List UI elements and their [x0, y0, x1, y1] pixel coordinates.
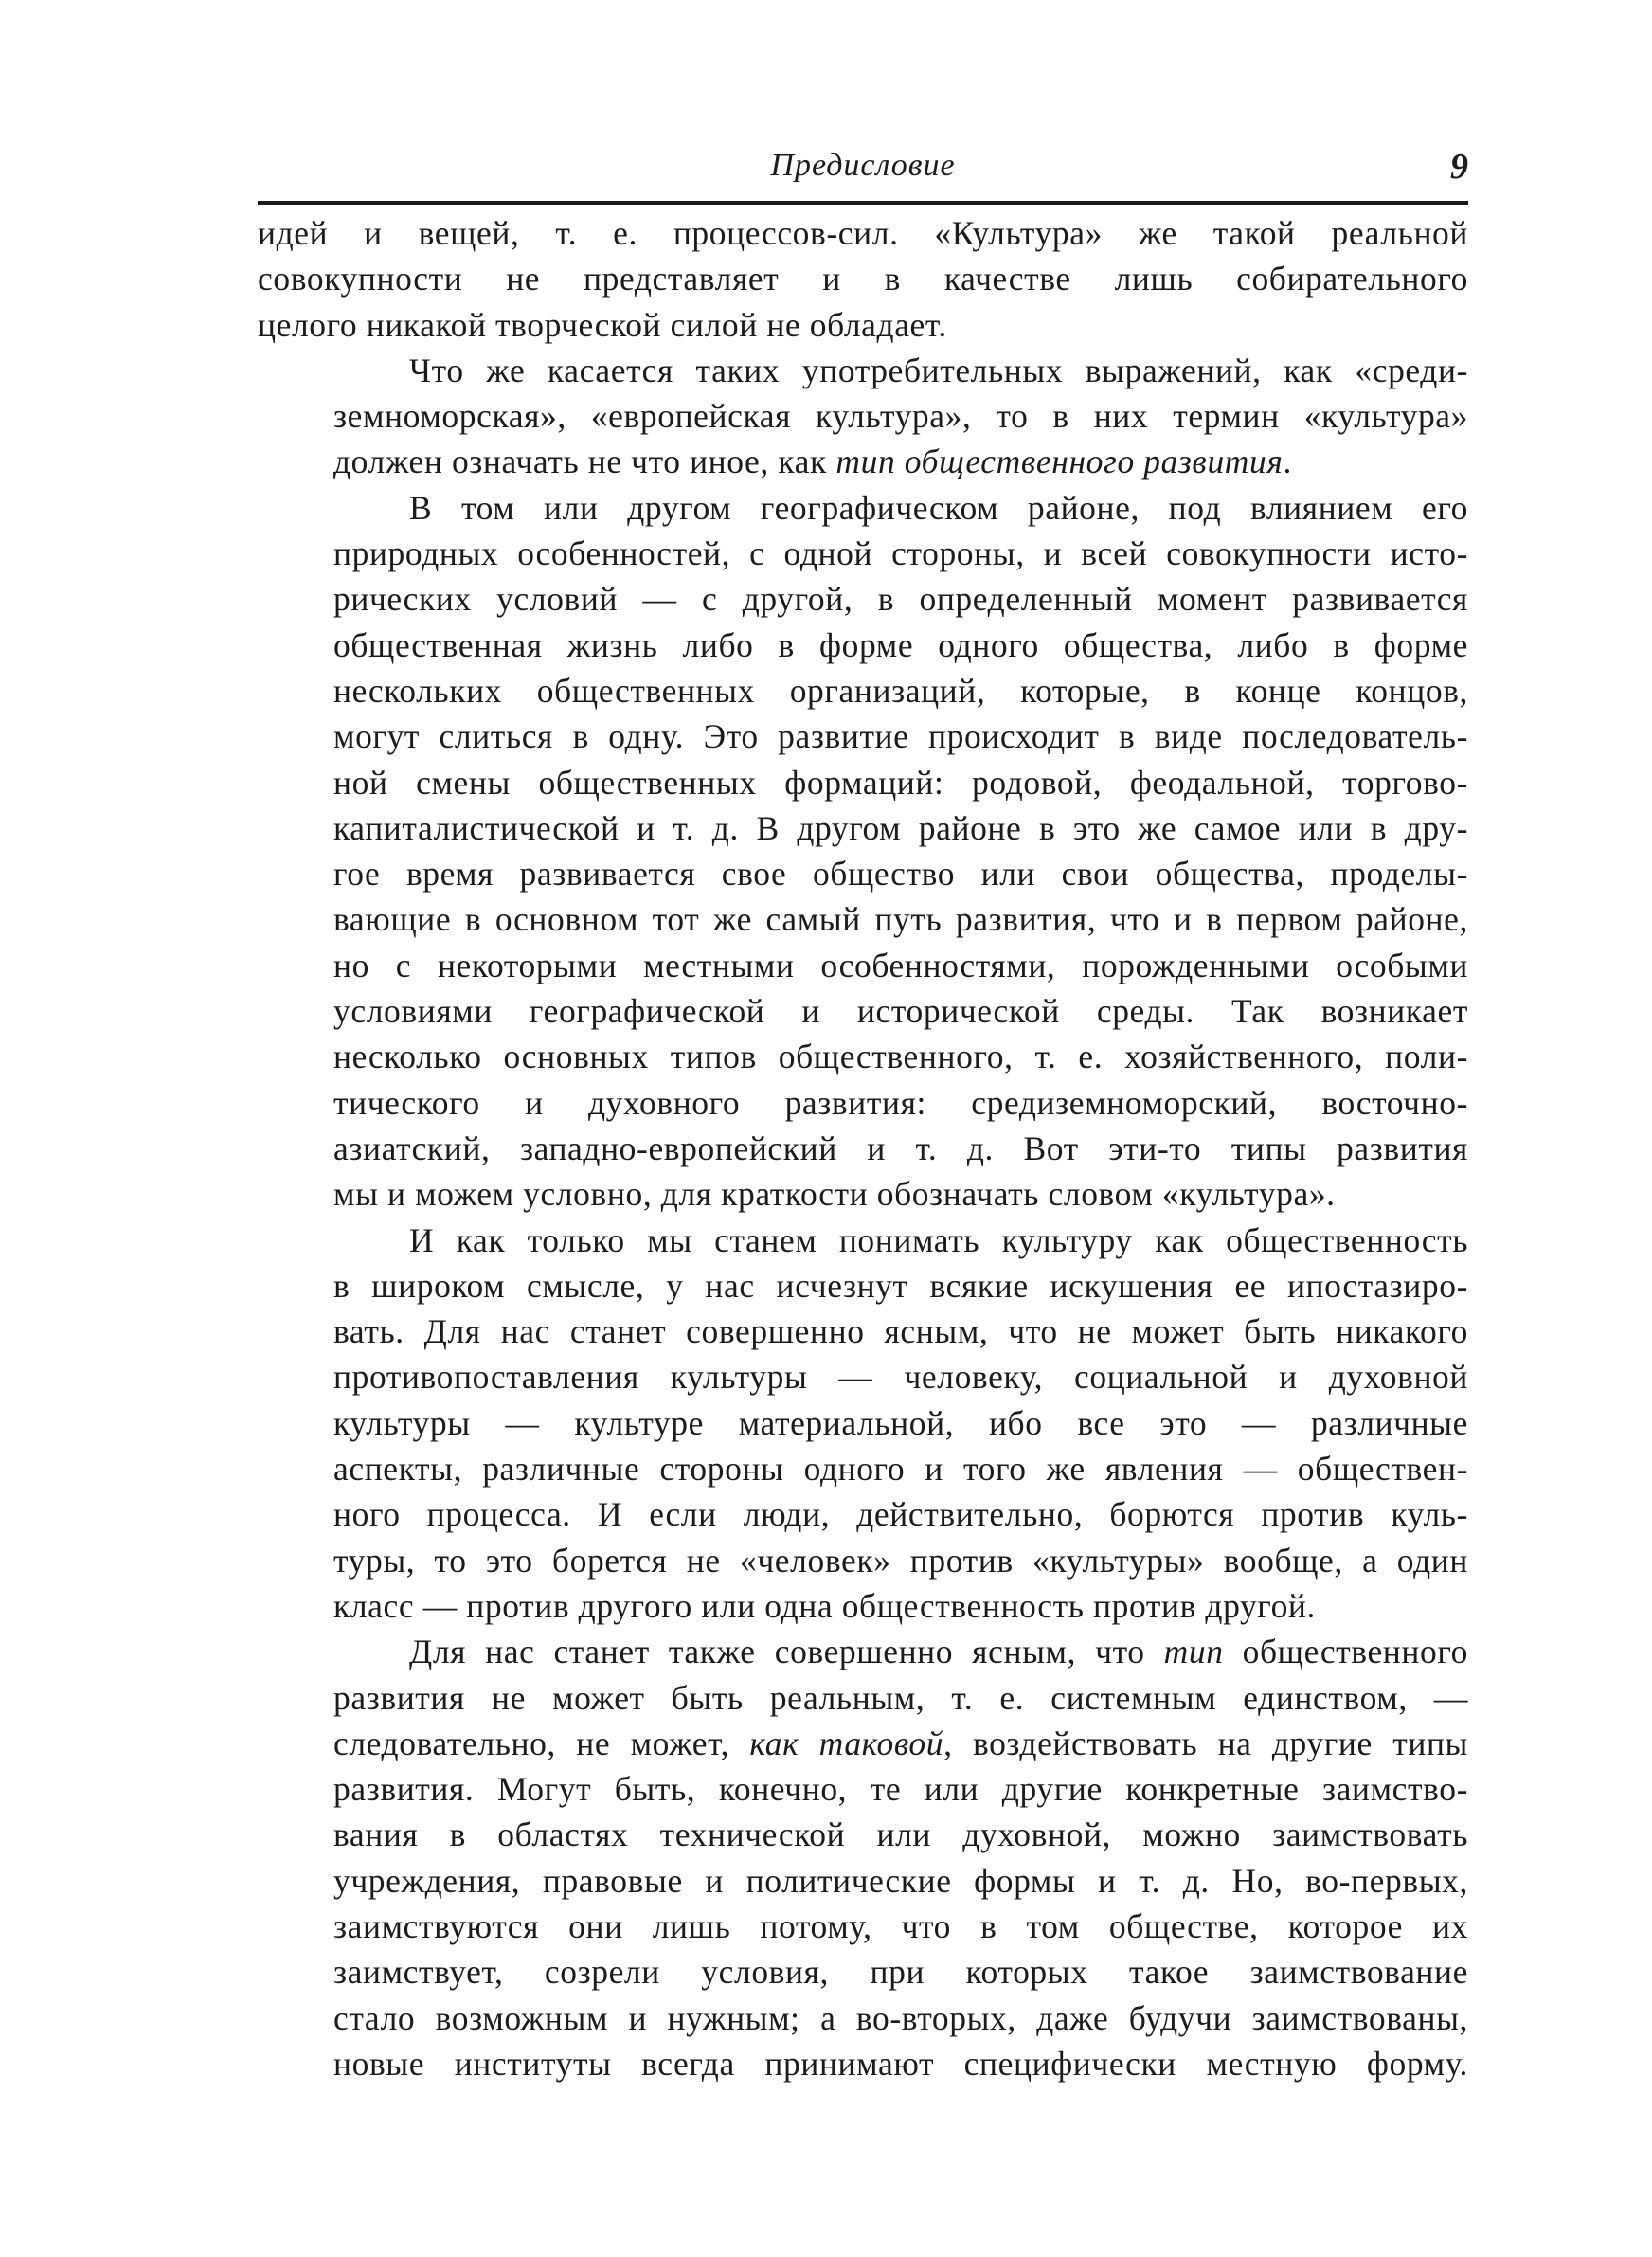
text-run: совокупности не представляет и в качестве лишь собирательного [258, 260, 1468, 298]
text-run: . [1283, 442, 1292, 481]
paragraph [258, 1218, 1468, 1630]
text-line [258, 485, 1468, 531]
text-run: стало возможным и нужным; а во-вторых, даже будучи заимствованы, [333, 1998, 1468, 2037]
text-line [258, 439, 1468, 484]
text-run: азиатский, западно-европейский и т. д. Вот эти-то типы развития [333, 1128, 1468, 1167]
text-run: ного процесса. И если люди, действительно, борются против куль- [333, 1495, 1468, 1534]
header-rule [258, 201, 1468, 205]
text-line [258, 1721, 1468, 1766]
text-run: но с некоторыми местными особенностями, порожденными особыми [333, 946, 1468, 984]
text-run: целого никакой творческой силой не обладает. [258, 305, 947, 344]
text-line [258, 1400, 1468, 1446]
text-line [258, 531, 1468, 576]
text-run: в широком смысле, у нас исчезнут всякие искушения ее ипостазиро- [333, 1266, 1468, 1305]
text-run: культуры — культуре материальной, ибо все это — различные [333, 1403, 1468, 1442]
text-line [258, 988, 1468, 1034]
emphasis-text: тип [1163, 1633, 1224, 1671]
text-run: тического и духовного развития: средиземноморский, восточно- [333, 1083, 1468, 1122]
text-run: общественная жизнь либо в форме одного общества, либо в форме [333, 625, 1468, 664]
text-line [258, 1218, 1468, 1263]
text-run: могут слиться в одну. Это развитие происходит в виде последователь- [333, 717, 1468, 756]
text-run: гое время развивается свое общество или свои общества, проделы- [333, 855, 1468, 894]
text-run: Что же касается таких употребительных выражений, как «среди- [409, 351, 1468, 389]
paragraph [258, 210, 1468, 348]
text-run: рических условий — с другой, в определенный момент развивается [333, 580, 1468, 619]
text-line [258, 1034, 1468, 1079]
text-line [258, 1080, 1468, 1126]
text-line [258, 256, 1468, 301]
text-run: вающие в основном тот же самый путь развития, что и в первом районе, [333, 900, 1468, 939]
text-run: идей и вещей, т. е. процессов-сил. «Культура» же такой реальной [258, 214, 1468, 252]
text-run: вания в областях технической или духовной, можно заимствовать [333, 1815, 1468, 1854]
text-run: В том или другом географическом районе, под влиянием его [409, 488, 1468, 527]
text-line [258, 1126, 1468, 1171]
text-line [258, 1309, 1468, 1354]
text-line [258, 2041, 1468, 2086]
text-run: условиями географической и исторической среды. Так возникает [333, 992, 1468, 1031]
emphasis-text: тип общественного развития [835, 442, 1284, 481]
text-line [258, 1904, 1468, 1949]
text-run: , воздействовать на другие типы [943, 1724, 1469, 1762]
running-title: Предисловие [770, 148, 956, 183]
text-line [258, 623, 1468, 668]
emphasis-text: как таковой [749, 1724, 944, 1762]
text-run: несколько основных типов общественного, т. е. хозяйственного, поли- [333, 1038, 1468, 1076]
text-line [258, 1171, 1468, 1217]
text-run: заимствуются они лишь потому, что в том обществе, которое их [333, 1906, 1468, 1945]
text-run: общественного [1223, 1633, 1468, 1671]
text-line [258, 576, 1468, 622]
text-run: природных особенностей, с одной стороны, и всей совокупности исто- [333, 534, 1468, 573]
paragraph [258, 1629, 1468, 2086]
text-line [258, 1766, 1468, 1812]
text-line [258, 896, 1468, 942]
text-run: следовательно, не может, [333, 1724, 750, 1762]
text-run: аспекты, различные стороны одного и того же явления — обществен- [333, 1450, 1468, 1489]
text-line [258, 393, 1468, 439]
text-line [258, 713, 1468, 759]
text-line [258, 668, 1468, 713]
text-run: земноморская», «европейская культура», то в них термин «культура» [333, 397, 1468, 436]
text-run: развития. Могут быть, конечно, те или другие конкретные заимство- [333, 1770, 1468, 1809]
text-line [258, 1491, 1468, 1537]
text-line [258, 1675, 1468, 1721]
text-line [258, 1629, 1468, 1674]
text-line [258, 760, 1468, 805]
text-line [258, 805, 1468, 851]
text-run: нескольких общественных организаций, которые, в конце концов, [333, 671, 1468, 710]
text-run: Для нас станет также совершенно ясным, что [409, 1633, 1164, 1671]
paragraph [258, 485, 1468, 1218]
text-run: мы и можем условно, для краткости обозначать словом «культура». [333, 1175, 1336, 1214]
text-run: И как только мы станем понимать культуру как общественность [409, 1220, 1468, 1259]
text-run: развития не может быть реальным, т. е. системным единством, — [333, 1678, 1468, 1717]
text-run: противопоставления культуры — человеку, социальной и духовной [333, 1358, 1468, 1397]
body-text [258, 210, 1468, 2086]
text-run: класс — против другого или одна общественность против другой. [333, 1586, 1316, 1625]
text-run: учреждения, правовые и политические формы и т. д. Но, во-первых, [333, 1861, 1468, 1900]
text-line [258, 210, 1468, 256]
text-line [258, 1858, 1468, 1904]
text-line [258, 302, 1468, 348]
text-line [258, 1446, 1468, 1491]
page-number: 9 [1450, 147, 1468, 187]
text-run: ной смены общественных формаций: родовой, феодальной, торгово- [333, 763, 1468, 802]
text-line [258, 1354, 1468, 1399]
text-run: новые институты всегда принимают специфически местную форму. [333, 2044, 1468, 2083]
text-run: должен означать не что иное, как [333, 442, 836, 481]
text-line [258, 1812, 1468, 1857]
text-line [258, 851, 1468, 896]
text-line [258, 943, 1468, 988]
text-run: вать. Для нас станет совершенно ясным, что не может быть никакого [333, 1312, 1468, 1351]
text-line [258, 1949, 1468, 1995]
running-head [258, 142, 1468, 199]
text-line [258, 1583, 1468, 1629]
text-line [258, 1538, 1468, 1583]
text-run: капиталистической и т. д. В другом районе в это же самое или в дру- [333, 808, 1468, 847]
text-line [258, 1995, 1468, 2041]
text-run: туры, то это борется не «человек» против «культуры» вообще, а один [333, 1541, 1468, 1580]
text-run: заимствует, созрели условия, при которых такое заимствование [333, 1953, 1468, 1992]
text-line [258, 348, 1468, 393]
paragraph [258, 348, 1468, 485]
text-line [258, 1263, 1468, 1309]
